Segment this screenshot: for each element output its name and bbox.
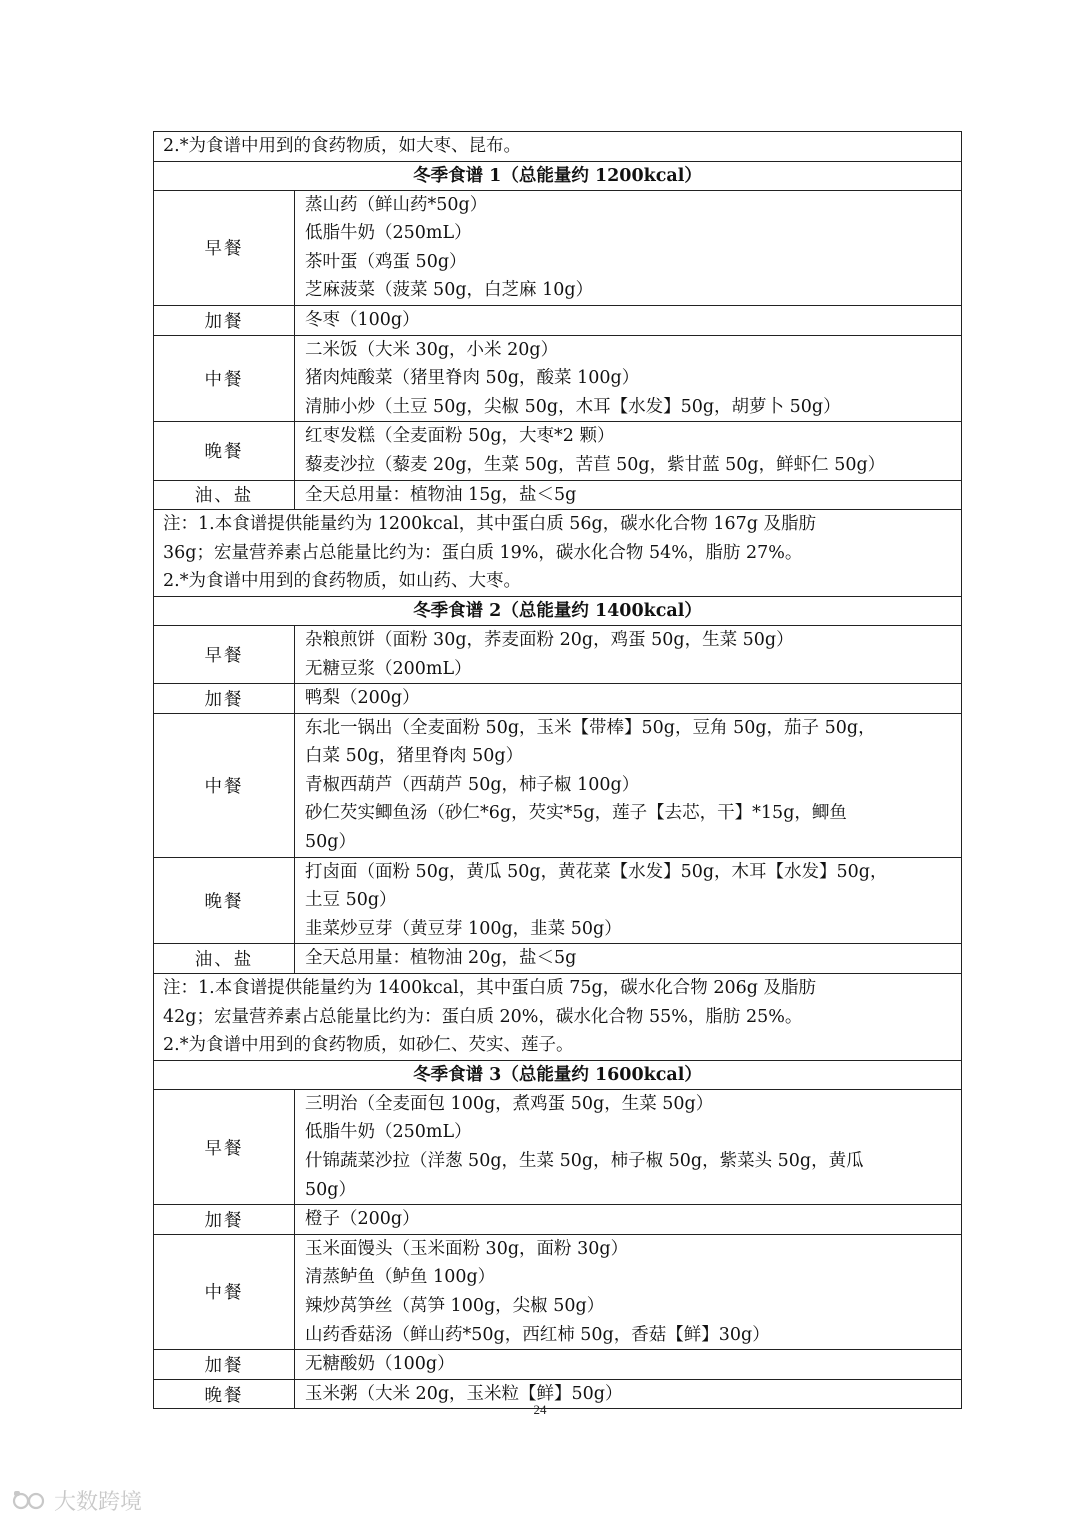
meal-item-line: 清肺小炒（土豆 50g，尖椒 50g，木耳【水发】50g，胡萝卜 50g） bbox=[305, 396, 841, 417]
meal-item-line: 猪肉炖酸菜（猪里脊肉 50g，酸菜 100g） bbox=[305, 368, 640, 389]
top-note: 2.*为食谱中用到的食药物质，如大枣、昆布。 bbox=[154, 132, 962, 162]
meal-name: 中餐 bbox=[154, 1234, 295, 1349]
meal-row bbox=[154, 1205, 962, 1235]
meal-items bbox=[295, 422, 962, 480]
meal-item-line: 清蒸鲈鱼（鲈鱼 100g） bbox=[305, 1267, 496, 1288]
menu-title-row bbox=[154, 1060, 962, 1089]
meal-item-line: 韭菜炒豆芽（黄豆芽 100g，韭菜 50g） bbox=[305, 918, 622, 939]
meal-items bbox=[295, 684, 962, 714]
meal-row bbox=[154, 1234, 962, 1349]
meal-name: 油、盐 bbox=[154, 944, 295, 974]
watermark-text: 大数跨境 bbox=[54, 1490, 143, 1515]
meal-item-line: 茶叶蛋（鸡蛋 50g） bbox=[305, 251, 467, 272]
meal-item-line: 山药香菇汤（鲜山药*50g，西红柿 50g，香菇【鲜】30g） bbox=[305, 1324, 770, 1345]
meal-item-line: 砂仁芡实鲫鱼汤（砂仁*6g，芡实*5g，莲子【去芯，干】*15g，鲫鱼 bbox=[305, 803, 847, 824]
meal-item-line: 鸭梨（200g） bbox=[305, 688, 420, 709]
menu-note bbox=[154, 510, 962, 597]
meal-row bbox=[154, 190, 962, 305]
meal-items bbox=[295, 480, 962, 510]
meal-name: 晚餐 bbox=[154, 857, 295, 944]
meal-item-line: 芝麻菠菜（菠菜 50g，白芝麻 10g） bbox=[305, 280, 594, 301]
meal-item-line: 土豆 50g） bbox=[305, 890, 397, 911]
meal-item-line: 无糖酸奶（100g） bbox=[305, 1354, 455, 1375]
meal-row bbox=[154, 305, 962, 335]
meal-name: 早餐 bbox=[154, 625, 295, 683]
menu-title-row bbox=[154, 596, 962, 625]
meal-name: 中餐 bbox=[154, 713, 295, 857]
meal-row bbox=[154, 713, 962, 857]
meal-row bbox=[154, 422, 962, 480]
meal-item-line: 白菜 50g，猪里脊肉 50g） bbox=[305, 746, 524, 767]
meal-item-line: 藜麦沙拉（藜麦 20g，生菜 50g，苦苣 50g，紫甘蓝 50g，鲜虾仁 50g） bbox=[305, 454, 886, 475]
meal-name: 晚餐 bbox=[154, 422, 295, 480]
meal-name: 加餐 bbox=[154, 1205, 295, 1235]
menu-note-row bbox=[154, 974, 962, 1061]
diet-table bbox=[153, 131, 962, 1409]
meal-item-line: 三明治（全麦面包 100g，煮鸡蛋 50g，生菜 50g） bbox=[305, 1093, 714, 1114]
page-number: 24 bbox=[533, 1402, 547, 1417]
meal-item-line: 50g） bbox=[305, 832, 356, 853]
meal-item-line: 二米饭（大米 30g，小米 20g） bbox=[305, 339, 559, 360]
watermark bbox=[12, 1485, 142, 1516]
menu-title-row bbox=[154, 161, 962, 190]
meal-name: 早餐 bbox=[154, 1089, 295, 1204]
meal-name: 中餐 bbox=[154, 335, 295, 422]
meal-name: 油、盐 bbox=[154, 480, 295, 510]
menu-title: 冬季食谱 3（总能量约 1600kcal） bbox=[154, 1060, 962, 1089]
meal-items bbox=[295, 335, 962, 422]
meal-row bbox=[154, 944, 962, 974]
meal-items bbox=[295, 1089, 962, 1204]
meal-row bbox=[154, 1089, 962, 1204]
meal-items bbox=[295, 190, 962, 305]
meal-name: 晚餐 bbox=[154, 1379, 295, 1409]
meal-item-line: 50g） bbox=[305, 1179, 356, 1200]
menu-note bbox=[154, 974, 962, 1061]
meal-name: 加餐 bbox=[154, 305, 295, 335]
meal-name: 加餐 bbox=[154, 1350, 295, 1380]
menu-note-row bbox=[154, 510, 962, 597]
meal-item-line: 什锦蔬菜沙拉（洋葱 50g，生菜 50g，柿子椒 50g，紫菜头 50g，黄瓜 bbox=[305, 1151, 864, 1171]
menu-note-line: 2.*为食谱中用到的食药物质，如砂仁、芡实、莲子。 bbox=[163, 1035, 574, 1056]
meal-name: 加餐 bbox=[154, 684, 295, 714]
top-note-row bbox=[154, 132, 962, 162]
meal-items bbox=[295, 1234, 962, 1349]
meal-items bbox=[295, 625, 962, 683]
meal-item-line: 全天总用量：植物油 15g，盐＜5g bbox=[305, 484, 577, 505]
meal-items bbox=[295, 1205, 962, 1235]
menu-title: 冬季食谱 2（总能量约 1400kcal） bbox=[154, 596, 962, 625]
meal-item-line: 玉米面馒头（玉米面粉 30g，面粉 30g） bbox=[305, 1238, 629, 1259]
meal-items bbox=[295, 713, 962, 857]
watermark-logo-icon bbox=[12, 1489, 48, 1513]
meal-row bbox=[154, 625, 962, 683]
meal-items bbox=[295, 857, 962, 944]
meal-item-line: 蒸山药（鲜山药*50g） bbox=[305, 194, 488, 215]
menu-note-line: 注：1.本食谱提供能量约为 1400kcal，其中蛋白质 75g，碳水化合物 206g 及脂肪 bbox=[163, 978, 816, 999]
meal-item-line: 杂粮煎饼（面粉 30g，荞麦面粉 20g，鸡蛋 50g，生菜 50g） bbox=[305, 629, 794, 650]
meal-item-line: 玉米粥（大米 20g，玉米粒【鲜】50g） bbox=[305, 1383, 623, 1404]
meal-item-line: 低脂牛奶（250mL） bbox=[305, 1122, 472, 1143]
meal-item-line: 青椒西葫芦（西葫芦 50g，柿子椒 100g） bbox=[305, 774, 640, 795]
menu-note-line: 注：1.本食谱提供能量约为 1200kcal，其中蛋白质 56g，碳水化合物 167g 及脂肪 bbox=[163, 514, 816, 535]
meal-item-line: 无糖豆浆（200mL） bbox=[305, 658, 472, 679]
menu-note-line: 2.*为食谱中用到的食药物质，如山药、大枣。 bbox=[163, 571, 521, 592]
meal-items bbox=[295, 944, 962, 974]
menu-title: 冬季食谱 1（总能量约 1200kcal） bbox=[154, 161, 962, 190]
meal-row bbox=[154, 480, 962, 510]
meal-row bbox=[154, 684, 962, 714]
meal-items bbox=[295, 305, 962, 335]
meal-item-line: 橙子（200g） bbox=[305, 1209, 420, 1230]
meal-item-line: 辣炒莴笋丝（莴笋 100g，尖椒 50g） bbox=[305, 1295, 605, 1316]
diet-table-body bbox=[154, 132, 962, 1409]
meal-row bbox=[154, 1350, 962, 1380]
meal-item-line: 东北一锅出（全麦面粉 50g，玉米【带棒】50g，豆角 50g，茄子 50g， bbox=[305, 717, 876, 738]
meal-items bbox=[295, 1350, 962, 1380]
meal-name: 早餐 bbox=[154, 190, 295, 305]
menu-note-line: 36g；宏量营养素占总能量比约为：蛋白质 19%，碳水化合物 54%，脂肪 27%。 bbox=[163, 542, 803, 563]
meal-row bbox=[154, 335, 962, 422]
meal-item-line: 红枣发糕（全麦面粉 50g，大枣*2 颗） bbox=[305, 426, 615, 447]
meal-item-line: 冬枣（100g） bbox=[305, 309, 420, 330]
menu-note-line: 42g；宏量营养素占总能量比约为：蛋白质 20%，碳水化合物 55%，脂肪 25%。 bbox=[163, 1006, 803, 1027]
meal-item-line: 全天总用量：植物油 20g，盐＜5g bbox=[305, 948, 577, 969]
meal-item-line: 低脂牛奶（250mL） bbox=[305, 223, 472, 244]
meal-item-line: 打卤面（面粉 50g，黄瓜 50g，黄花菜【水发】50g，木耳【水发】50g， bbox=[305, 861, 888, 882]
meal-row bbox=[154, 857, 962, 944]
